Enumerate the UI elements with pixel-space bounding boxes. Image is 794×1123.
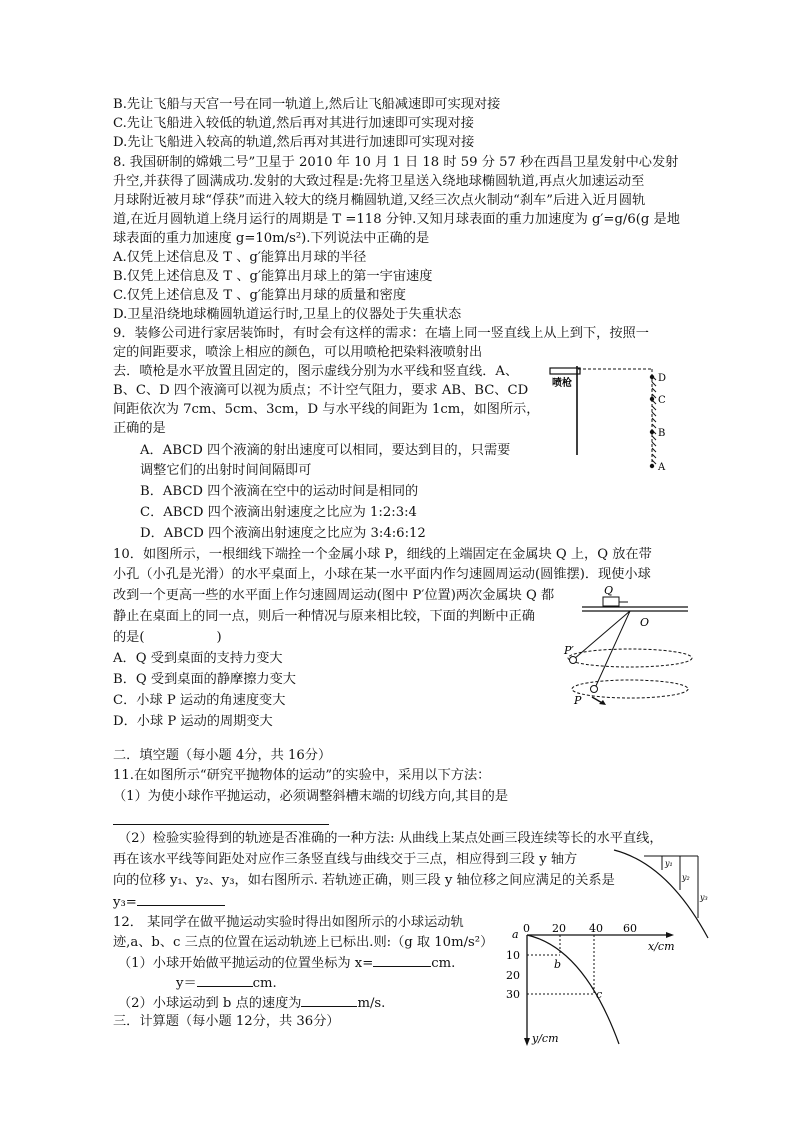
x-tick-20: 20 [552,922,566,935]
conical-pendulum-figure [566,580,698,710]
q9-stem-5: 间距依次为 7cm、5cm、3cm，D 与水平线的间距为 1cm，如图所示， [113,402,540,417]
q11-stem-1: 11.在如图所示“研究平抛物体的运动”的实验中，采用以下方法： [113,768,491,783]
point-c-dot [650,397,654,401]
q10-option-b: B．Q 受到桌面的静摩擦力变大 [113,672,296,687]
ball-p-prime [570,657,577,664]
q11-stem-6 [113,892,225,912]
q8-option-c: C.仅凭上述信息及 T 、g′能算出月球的质量和密度 [113,288,406,303]
point-c-label: C [658,395,666,406]
point-d-label: D [658,373,667,384]
point-c-label: c [596,988,603,1001]
point-b-label: B [658,428,666,439]
q9-option-d: D．ABCD 四个液滴出射速度之比应为 3:4:6:12 [140,526,426,541]
q9-stem-3: 去．喷枪是水平放置且固定的，图示虚线分别为水平线和竖直线．A、 [113,364,519,379]
q12-y-blank [197,973,253,987]
spray-gun-label: 喷枪 [552,378,572,389]
upper-orbit [568,649,692,667]
q10-stem-5 [113,628,222,647]
y-axis-label: y/cm [532,1032,559,1045]
ball-p-prime-label: P′ [564,644,574,657]
q7-option-c: C.先让飞船进入较低的轨道,然后再对其进行加速即可实现对接 [113,116,474,131]
metal-block-q [603,597,619,606]
q7-option-b: B.先让飞船与天宫一号在同一轨道上,然后让飞船减速即可实现对接 [113,97,501,112]
q12-v-prompt: （2）小球运动到 b 点的速度为 [118,996,302,1011]
q12-stem-4 [176,973,277,993]
trajectory-axes-figure [502,918,702,1050]
y-axis-arrow [524,1038,530,1046]
q12-stem-2: 迹,a、b、c 三点的位置在运动轨迹上已标出.则:（g 取 10m/s²） [113,935,494,950]
section-3-title: 三．计算题（每小题 12分，共 36分） [113,1014,340,1029]
y-tick-10: 10 [506,949,520,962]
section-2-title: 二．填空题（每小题 4分，共 16分） [113,748,332,763]
q10-stem-4: 静止在桌面上的同一点，则后一种情况与原来相比较，下面的判断中正确 [113,609,535,624]
ball-p [591,686,598,693]
q10-stem-2: 小孔（小孔是光滑）的水平桌面上，小球在某一水平面内作匀速圆周运动(圆锥摆)．现使小球 [113,567,651,582]
y3-label: y₃ [700,893,708,902]
q11-stem-4: 再在该水平线等间距处对应作三条竖直线与曲线交于三点，相应得到三段 y 轴方 [113,852,578,867]
q11-answer-line-1 [113,824,329,825]
x-tick-0: 0 [523,922,530,935]
point-b-label: b [554,958,562,971]
x-axis-label: x/cm [648,940,675,953]
q12-y-prompt: y＝ [176,976,197,991]
point-a-label: A [658,462,666,473]
q12-stem-5 [118,993,385,1013]
q8-option-a: A.仅凭上述信息及 T 、g′能算出月球的半径 [113,250,367,265]
q12-v-blank [301,993,357,1007]
y1-label: y₁ [665,859,673,868]
q9-option-a-2: 调整它们的出射时间间隔即可 [140,463,312,478]
q11-stem-2: （1）为使小球作平抛运动，必须调整斜槽末端的切线方向,其目的是 [113,789,509,804]
q8-option-b: B.仅凭上述信息及 T 、g′能算出月球上的第一宇宙速度 [113,269,433,284]
q11-answer-blank [137,892,225,906]
block-q-label: Q [604,584,614,597]
y2-label: y₂ [682,873,690,882]
q9-stem-1: 9．装修公司进行家居装饰时，有时会有这样的需求：在墙上同一竖直线上从上到下，按照一 [113,326,649,341]
q11-stem-3: （2）检验实验得到的轨迹是否准确的一种方法: 从曲线上某点处画三段连续等长的水平直线， [118,831,663,846]
lower-orbit [572,680,688,698]
q8-stem-2: 升空,并获得了圆满成功.发射的大致过程是:先将卫星送入绕地球椭圆轨道,再点火加速运动至 [113,174,645,189]
y-tick-20: 20 [506,969,520,982]
q8-stem-3: 月球附近被月球“俘获”而进入较大的绕月椭圆轨道,又经三次点火制动“刹车”后进入近月圆轨 [113,193,646,208]
q8-option-d: D.卫星沿绕地球椭圆轨道运行时,卫星上的仪器处于失重状态 [113,307,462,322]
q7-option-d: D.先让飞船进入较高的轨道,然后再对其进行加速即可实现对接 [113,135,475,150]
hole-o-label: O [640,616,650,629]
q12-y-unit: cm. [252,976,277,991]
ball-p-label: P [574,694,582,707]
q10-stem-1: 10．如图所示，一根细线下端拴一个金属小球 P，细线的上端固定在金属块 Q 上，Q 放在带 [113,547,652,562]
point-d-dot [650,375,654,379]
spray-gun-figure [548,360,678,478]
x-tick-40: 40 [589,922,603,935]
q9-stem-2: 定的间距要求，喷涂上相应的颜色，可以用喷枪把染料液喷射出 [113,345,483,360]
q12-v-unit: m/s. [357,996,386,1011]
q12-x-prompt: （1）小球开始做平抛运动的位置坐标为 x= [118,956,374,971]
q10-paren-open: 的是( [113,630,145,645]
y-tick-30: 30 [506,988,520,1001]
q8-stem-1: 8. 我国研制的嫦娥二号”卫星于 2010 年 10 月 1 日 18 时 59 分 57 秒在西昌卫星发射中心发射 [113,155,679,170]
q9-stem-6: 正确的是 [113,421,166,436]
trajectory-curve [527,935,619,1044]
q10-option-c: C．小球 P 运动的角速度变大 [113,693,286,708]
q12-stem-1: 12． 某同学在做平抛运动实验时得出如图所示的小球运动轨 [113,915,464,930]
q9-option-b: B．ABCD 四个液滴在空中的运动时间是相同的 [140,484,419,499]
wall-hatching [652,376,656,464]
x-axis-arrow [666,932,674,938]
q8-stem-4: 道,在近月圆轨道上绕月运行的周期是 T =118 分钟.又知月球表面的重力加速度为 g′=g/6(g 是地 [113,212,680,227]
q12-stem-3 [118,953,455,973]
q10-paren-close: ) [216,630,222,645]
q11-y3-label: y₃= [113,895,137,910]
q12-x-blank [373,953,431,967]
q9-option-c: C．ABCD 四个液滴出射速度之比应为 1:2:3:4 [140,505,417,520]
q12-x-unit: cm. [431,956,456,971]
point-b-dot [650,430,654,434]
q9-stem-4: B、C、D 四个液滴可以视为质点；不计空气阻力，要求 AB、BC、CD [113,383,529,398]
q8-stem-5: 球表面的重力加速度 g=10m/s²).下列说法中正确的是 [113,231,430,246]
q10-option-d: D．小球 P 运动的周期变大 [113,714,273,729]
point-a-label: a [512,928,519,941]
q10-option-a: A．Q 受到桌面的支持力变大 [113,651,283,666]
q9-option-a-1: A．ABCD 四个液滴的射出速度可以相同，要达到目的，只需要 [140,443,511,458]
q11-stem-5: 向的位移 y₁、y₂、y₃，如右图所示. 若轨迹正确，则三段 y 轴位移之间应满足的关系是 [113,873,615,888]
q10-stem-3: 改到一个更高一些的水平面上作匀速圆周运动(图中 P′位置)两次金属块 Q 都 [113,588,555,603]
spray-gun-body [550,368,580,374]
point-a-dot [650,464,654,468]
thread-to-p-prime [574,611,630,659]
x-tick-60: 60 [623,922,637,935]
